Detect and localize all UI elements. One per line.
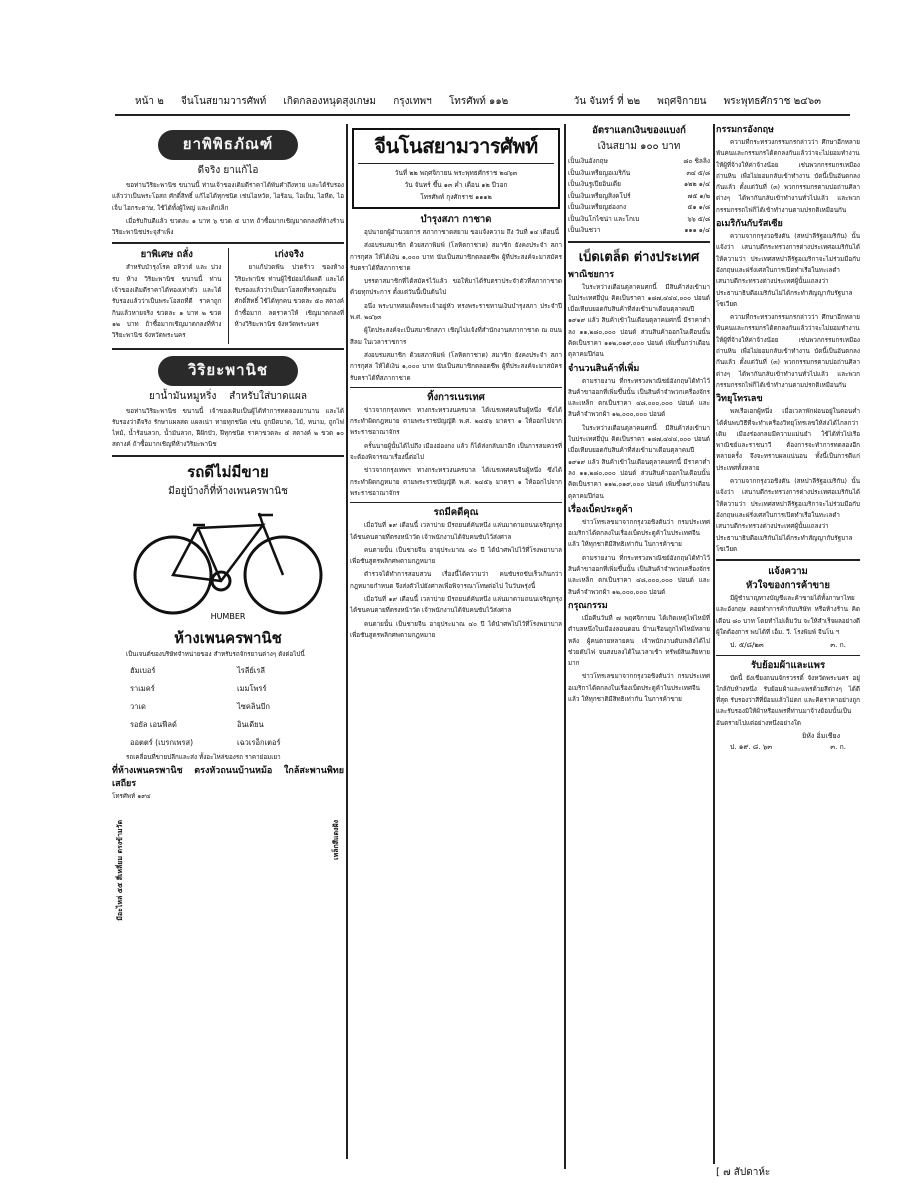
brand-item: ราเมคร์ — [130, 684, 155, 694]
divider — [358, 163, 554, 164]
article-body: อนึ่ง พระบาทสมเด็จพระเจ้าอยู่หัว ทรงพระราชทานเงินบำรุงสภา ประจำปี พ.ศ. ๒๔๖๓ — [350, 302, 562, 322]
article-body: ข่าวจากกรุงเทพฯ ทางกระทรวงนครบาล ได้เนรเทศคนจีนผู้หนึ่ง ซึ่งได้กระทำผิดกฎหมาย ตามพระราชบัญญัติ พ.ศ. ๒๔๕๖ มาตรา ๑ ให้ออกไปจากพระราชอาณาจักร — [350, 467, 562, 497]
rate-row — [568, 168, 710, 180]
ad-right — [235, 248, 345, 343]
masthead-date: วันที่ ๒๒ พฤศจิกายน พระพุทธศักราช ๒๔๖๓ — [394, 169, 518, 177]
divider — [228, 248, 229, 343]
signature: ยิหัง อิ่มเชียง — [802, 732, 840, 741]
article-body: ครั้นนายผู้นั้นได้ไปถึง เมืองฮ่องกง แล้ว ก็ได้ส่งกลับมาอีก เป็นการสมควรที่จะต้องพิจารณาเรื่องนี้ต่อไป — [350, 442, 562, 462]
rate-label: เป็นเงินรูเปียอินเดีย — [568, 180, 621, 188]
issue-month: พฤศจิกายน — [657, 96, 707, 107]
brand-item: อินเดียน — [237, 720, 264, 730]
issue-day: วัน จันทร์ ที่ ๒๒ — [573, 96, 641, 107]
article-body: พลเรือเอกผู้หนึ่ง เมื่อเวลาพักผ่อนอยู่ในตอนค่ำ ได้ค้นพบวิธีที่จะทำเครื่องวิทยุโทรเลขให้ส่งได้ไกลกว่าเดิม เมืองร่องกลมมีความแม่นยำ ใช้ได้ทั่วไปเรือพาณิชย์และราชนาวี ต้องการจะทำการทดลองอีกหลายครั้ง จึงจะทราบผลแน่นอน ทั้งนี้เป็นการดีแก่ประเทศทั้งหลาย — [716, 408, 860, 472]
shop-name: ห้างเพนครพานิช — [174, 628, 282, 647]
ad-pair — [112, 248, 344, 343]
rate-label: เป็นเงินเหรียญฮ่องกง — [568, 203, 627, 211]
article-body: ความที่กระทรวงกรรมกรกล่าวว่า ศึกษาอีกหลายพันคนและกรรมกรได้ตกลงกันแล้วว่าจะไม่ยอมทำงาน ให้ผู้ที่จ้างให้ค่าจ้างน้อย เช่นพวกกรรมกรเหมืองถ่านหิน เพื่อไม่ยอมกลับเข้าทำงาน บัดนี้เป็นอันตกลงกันแล้ว ตั้งแต่วันที่ (๓) พวกกรรมกรตามบ่อถ่านศิลาต่างๆ ได้พากันกลับเข้าทำงานทั่วไปแล้ว และพวกกรรมกรรถไฟก็ได้เข้าทำงานตามปรกติเหมือนกัน — [716, 314, 860, 389]
rate-row — [568, 179, 710, 191]
notice-title: แจ้งความ — [768, 566, 808, 578]
rate-label: เป็นเงินเหรียญสิงคโปร์ — [568, 191, 631, 200]
rate-row — [568, 202, 710, 214]
bike-brand-list — [112, 662, 344, 752]
article-body: ข่าวโทรเลขมาจากกรุงวอชิงตันว่า กรมประเทศอเมริกาได้ตกลงในเรื่องเบ็ดประตูค้าในประเทศจีนแล้ว ให้ทุกชาติมีสิทธิเท่ากัน ในการค้าขาย — [568, 673, 710, 703]
notice-subtitle: หัวใจของการค้าขาย — [746, 580, 830, 592]
article-body: ตามรายงาน ที่กระทรวงพาณิชย์อังกฤษได้ทำไว้ สินค้าขาออกที่เพิ่มขึ้นนั้น เป็นสินค้าจำพวกเครื่องจักร และเหล็ก ตกเป็นราคา ๔๘,๐๐๐,๐๐๐ ปอนด์ และสินค้าจำพวกผ้า ๑๒,๐๐๐,๐๐๐ ปอนด์ — [568, 377, 710, 419]
city: กรุงเทพฯ — [393, 96, 432, 107]
ad-title: เก่งจริง — [274, 249, 304, 261]
article-body: เมื่อวันที่ ๑๙ เดือนนี้ เวลาบ่าย มีรถยนต์คันหนึ่ง แล่นมาตามถนนเจริญกรุง ได้ชนคนตายที่ตรงหน้าวัด เจ้าพนักงานได้จับคนขับไว้ส่งศาล — [350, 522, 562, 541]
notice-title: รับย้อมผ้าและแพร — [750, 659, 826, 671]
article-body: ผู้ใดประสงค์จะเป็นสมาชิกสภา เชิญไปแจ้งที่สำนักงานสภากาชาด ณ ถนนสีลม ในเวลาราชการ — [350, 327, 562, 346]
ad-body: สำหรับบำรุงโรค อหิวาต์ และ บ่วงรบ ห้าง วิริยะพานิช ขนานนี้ ท่านเจ้าของเดิมดีราคาได้ทองเท่าตัว และได้รับรองแล้วว่าเป็นพระโอสถที่ดี ราคาถูก กินแล้วหายจริง ขวดละ ๑ บาท ๒ ขวด ๑๒ บาท ถ้าซื้อมากเชิญมาตกลงที่ห้างวิริยะพานิช จังหวัดพระนคร — [112, 264, 222, 340]
shop-intro: เป็นเจนต์ของบริษัทจำหน่ายของ สำหรับรถจักรยานต่างๆ ดังต่อไปนี้ — [126, 650, 305, 658]
running-head — [135, 94, 835, 110]
phone: โทรศัพท์ ๑๑๒ — [448, 96, 509, 107]
ad-body: ขอท่านวิริยะพานิช ขนานนี้ เจ้าของเดิมเป็นผู้ได้ทำการทดลองมานาน และได้รับรองว่าดีจริง รักษาแผลสด แผลเน่า ทายทุกชนิด เช่น ถูกมีดบาด, ไม้, หนาม, ถูกไฟไหม้, น้ำร้อนลวก, น้ำมันลวก, ฝีฝักบัว, ฝีทุกชนิด ราคาขวดละ ๕ สตางค์ ๒ ขวด ๑๐ สตางค์ ถ้าซื้อมากเชิญที่ห้างวิริยะพานิช — [112, 407, 344, 449]
date-right: ๓. ก. — [830, 641, 846, 650]
divider — [350, 387, 562, 388]
rate-label: เป็นเงินชวา — [568, 226, 601, 234]
rate-label: เป็นเงินอังกฤษ — [568, 157, 608, 165]
article-body: ตามรายงาน ที่กระทรวงพาณิชย์อังกฤษได้ทำไว้ สินค้าขาออกที่เพิ่มขึ้นนั้น เป็นสินค้าจำพวกเครื่องจักร และเหล็ก ตกเป็นราคา ๔๘,๐๐๐,๐๐๐ ปอนด์ และสินค้าจำพวกผ้า ๑๒,๐๐๐,๐๐๐ ปอนด์ — [568, 554, 710, 596]
rate-row — [568, 191, 710, 203]
brand-item: ออตตร์ (เบรกเพรส) — [130, 738, 194, 748]
bike-ad-headline: รถดีไม่มีขาย — [187, 462, 269, 481]
article-title: จำนวนสินค้าที่เพิ่ม — [568, 363, 640, 374]
divider — [112, 348, 344, 350]
svg-text:HUMBER: HUMBER — [210, 611, 246, 621]
rate-value: ๗๕ ๑/๒ — [687, 191, 710, 200]
rate-value: ๓๔ ๕/๘ — [686, 168, 710, 177]
rate-value: ๑๑๑ ๑/๔ — [684, 226, 710, 234]
article-title: เรื่องเบ็ดประตูค้า — [568, 504, 633, 515]
subtitle-right: สำหรับใส่บาดแผล — [229, 390, 307, 402]
rate-value: ๑๒๒ ๑/๔ — [684, 180, 710, 188]
subtitle-left: ยาน้ำมันหมูหริ่ง — [148, 390, 217, 402]
article-body: คนตายนั้น เป็นชายจีน อายุประมาณ ๔๐ ปี ได้นำศพไปไว้ที่โรงพยาบาล เพื่อชันสูตรพลิกศพตามกฎหมาย — [350, 546, 562, 566]
ad-subtitle — [112, 390, 344, 404]
article-body: ความจากกรุงวอชิงตัน (สหปาลีรัฐอเมริกัน) นั้นแจ้งว่า เสนาบดีกระทรวงการต่างประเทศอเมริกันได้ให้ความว่า ประเทศสหปาลีรัฐอเมริกาจะไม่ร่วมมือกับอังกฤษและฝรั่งเศสในการเปิดทำเรือในทะเลดำ เสนาบดีกระทรวงต่างประเทศผู้นั้นแถลงว่า ประธานาธิบดีอเมริกันไม่ได้กระทำสัญญากับรัฐบาลโซเวียต — [716, 478, 860, 553]
rate-row — [568, 225, 710, 237]
foreign-news-title: เบ็ดเตล็ด ต่างประเทศ — [578, 249, 700, 265]
article-title: กรรมกรอังกฤษ — [716, 125, 774, 135]
rate-label: เป็นเงินเหรียญอเมริกัน — [568, 168, 631, 177]
divider — [350, 502, 562, 503]
ad-banner: วิริยะพานิช — [158, 356, 298, 386]
article-body: ตำรวจได้ทำการสอบสวน เรื่องนี้ได้ความว่า คนขับรถขับเร็วเกินกว่ากฎหมายกำหนด จึงส่งตัวไปยังศาลเพื่อพิจารณาโทษต่อไป ในวันพรุ่งนี้ — [350, 571, 562, 590]
article-body: เมื่อคืนวันที่ ๗ พฤศจิกายน ได้เกิดเหตุไฟไหม้ที่ตำบลหนึ่งในเมืองลอนดอน บ้านเรือนถูกไฟไหม้หลายหลัง ผู้คนตายหลายคน เจ้าพนักงานดับเพลิงได้ไปช่วยดับไฟ จนสงบลงได้ในเวลาเช้า ทรัพย์สินเสียหายมาก — [568, 614, 710, 668]
exchange-rates-subtitle: เงินสยาม ๑๐๐ บาท — [597, 141, 681, 152]
divider — [112, 242, 344, 244]
article-body: ความจากกรุงวอชิงตัน (สหปาลีรัฐอเมริกัน) นั้นแจ้งว่า เสนาบดีกระทรวงการต่างประเทศอเมริกันได้ให้ความว่า ประเทศสหปาลีรัฐอเมริกาจะไม่ร่วมมือกับอังกฤษและฝรั่งเศสในการเปิดทำเรือในทะเลดำ เสนาบดีกระทรวงต่างประเทศผู้นั้นแถลงว่า ประธานาธิบดีอเมริกันไม่ได้กระทำสัญญากับรัฐบาลโซเวียต — [716, 233, 860, 308]
ad-left — [112, 248, 222, 343]
issue-year: พระพุทธศักราช ๒๔๖๓ — [723, 96, 821, 107]
divider — [716, 655, 860, 656]
notice-body: บัดนี้ ยังเชี่ยงถนนจักรวรรดิ์ จังหวัดพระนคร อยู่ใกล้กับห้างหนึ่ง รับย้อมผ้าและแพรด้วยสีต่างๆ ได้ดีที่สุด รับรองว่าสีที่ย้อมแล้วไม่ตก และคิดราคาอย่างถูก และรับรองมิให้ผ้าหรือแพรที่ท่านมาจ้างย้อมนั้นเป็นอันตรายไปแต่อย่างหนึ่งอย่างใด — [716, 674, 860, 727]
column-1 — [112, 124, 344, 803]
article-body: ข่าวจากกรุงเทพฯ ทางกระทรวงนครบาล ได้เนรเทศคนจีนผู้หนึ่ง ซึ่งได้กระทำผิดกฎหมาย ตามพระราชบัญญัติ พ.ศ. ๒๔๕๖ มาตรา ๑ ให้ออกไปจากพระราชอาณาจักร — [350, 406, 562, 437]
article-title: บำรุงสภา กาชาด — [420, 214, 492, 225]
article-title: อเมริกันกับรัสเซีย — [716, 219, 783, 230]
article-body: ส่งอบรมสมาชิก ด้วยสภาพิมพ์ (โลหิตกาชาด) สมาชิก ยังคงประจำ สภาการกุศล ให้ได้เงิน ๑,๐๐๐ บาท นับเป็นสมาชิกตลอดชีพ ผู้ที่ประสงค์จะมาสมัครรับตราได้ที่สภากาชาด — [350, 351, 562, 382]
exchange-rates-title: อัตราแลกเงินของแบงก์ — [592, 125, 686, 136]
article-body: บรรดาสมาชิกที่ได้สมัครไว้แล้ว ขอให้มาได้รับตราประจำตัวที่สภากาชาด ด้วยทุกประการ ตั้งแต่วันนี้เป็นต้นไป — [350, 278, 562, 297]
ad-subtitle: ดีจริง ยาแก้ไอ — [197, 165, 259, 176]
column-divider — [713, 124, 715, 1164]
column-4 — [716, 124, 860, 754]
rate-value: ๘๐ ชิลลิง — [683, 157, 710, 165]
article-body: ในระหว่างเดือนตุลาคมศกนี้ มีสินค้าส่งเข้ามาในประเทศยี่ปุ่น คิดเป็นราคา ๑๘๗,๔๔๔,๐๐๐ ปอนด์ เมื่อเทียบยอดกับสินค้าที่ส่งเข้ามาเดือนตุลาคมปี ๑๙๑๙ แล้ว สินค้าเข้าในเดือนตุลาคมศกนี้ มีราคาต่ำลง ๑๑,๒๘๐,๐๐๐ ปอนด์ ส่วนสินค้าออกในเดือนนั้น คิดเป็นราคา ๑๑๒,๐๑๙,๐๐๐ ปอนด์ เพิ่มขึ้นกว่าเดือนตุลาคมปีก่อน — [568, 283, 710, 359]
column-2 — [350, 124, 562, 643]
masthead — [352, 128, 560, 209]
article-title: ทิ้งการเนรเทศ — [427, 391, 485, 403]
continuation-footer: [ ๗ สัปดาห์ะ — [716, 1167, 771, 1178]
publisher: เกิดกลองหนุดสุงเกษม — [283, 96, 377, 107]
article-body: ข่าวโทรเลขมาจากกรุงวอชิงตันว่า กรมประเทศอเมริกาได้ตกลงในเรื่องเบ็ดประตูค้าในประเทศจีนแล้ว ให้ทุกชาติมีสิทธิเท่ากัน ในการค้าขาย — [568, 518, 710, 549]
masthead-title: จีนโนสยามวารศัพท์ — [374, 134, 538, 158]
shop-phone: โทรศัพท์ ๑๙๔ — [112, 793, 151, 801]
ad-title: ยาพิเศษ ถลั่ง — [140, 249, 193, 261]
signature-date — [716, 742, 860, 753]
divider — [716, 559, 860, 561]
brand-item: ไซคลินบีก — [237, 702, 270, 712]
shop-note: รถเคลื่อนที่ขายปลีกและส่ง ทั้งอะไหล่ของรถ ราคาย่อมเยา — [126, 754, 281, 762]
article-title: กรุณกรรม — [568, 600, 608, 611]
exchange-rates-table — [568, 156, 710, 237]
header-rule — [115, 114, 850, 116]
page-number: หน้า ๒ — [135, 96, 164, 107]
masthead-lunar-date: วัน จันทร์ ขึ้น ๑๓ ค่ำ เดือน ๑๒ ปีวอก — [404, 181, 508, 189]
masthead-phone: โทรศัพท์ กุงศักราช ๑๑๑๒ — [420, 193, 492, 201]
divider — [112, 455, 344, 457]
brand-item: เมมโพรร์ — [237, 684, 267, 694]
article-lead: อุปนายกผู้อำนวยการ สภากาชาดสยาม ขอแจ้งความ ถึง วันที่ ๑๔ เดือนนี้ — [364, 229, 560, 236]
rate-value: ๖๖ ๕/๘ — [687, 214, 710, 223]
column-divider — [346, 124, 348, 1159]
paper-name: จีนโนสยามวารศัพท์ — [181, 96, 267, 107]
article-body: เมื่อวันที่ ๑๙ เดือนนี้ เวลาบ่าย มีรถยนต์คันหนึ่ง แล่นมาตามถนนเจริญกรุง ได้ชนคนตายที่ตรงหน้าวัด เจ้าพนักงานได้จับคนขับไว้ส่งศาล — [350, 596, 562, 615]
brand-item: รอยัล เอนฟีลด์ — [130, 720, 177, 730]
date-left: ป. ๕/๘/๒๓ — [730, 641, 764, 650]
bike-ad-side-text-left: มีอะไหล่ ๕๕ สี่เหลี่ยม ตรงข้ามวัด — [116, 820, 124, 921]
date-right: ๓. ก. — [830, 743, 846, 752]
article-body: ความที่กระทรวงกรรมกรกล่าวว่า ศึกษาอีกหลายพันคนและกรรมกรได้ตกลงกันแล้วว่าจะไม่ยอมทำงาน ให้ผู้ที่จ้างให้ค่าจ้างน้อย เช่นพวกกรรมกรเหมืองถ่านหิน เพื่อไม่ยอมกลับเข้าทำงาน บัดนี้เป็นอันตกลงกันแล้ว ตั้งแต่วันที่ (๓) พวกกรรมกรตามบ่อถ่านศิลาต่างๆ ได้พากันกลับเข้าทำงานทั่วไปแล้ว และพวกกรรมกรรถไฟก็ได้เข้าทำงานตามปรกติเหมือนกัน — [716, 139, 860, 214]
rate-value: ๕๑ ๑/๘ — [687, 203, 710, 211]
brand-item: วาเด — [130, 702, 146, 712]
article-title: วิทยุโทรเลข — [716, 394, 763, 405]
shop-address: ที่ห้างเพนครพานิช ตรงหัวถนนบ้านหม้อ ใกล้สะพานพิทยเสถียร — [112, 766, 344, 790]
date-left: ป. ๑๙. ๘. ๖๓ — [730, 743, 772, 752]
bike-ad-subline: มีอยู่บ้างก็ที่ห้างเพนครพานิช — [168, 485, 288, 497]
ad-body: ขอท่านวิริยะพานิช ขนานนี้ ท่านเจ้าของเดิมดีราคาได้พันคำถึงหาย และได้รับรองแล้วว่าเป็นพระโอสถ ศักดิ์สิทธิ์ แก้ไอได้ทุกชนิด เช่นไอหวัด, ไอร้อน, ไอเย็น, ไอหืด, ไอเจ็บ ไอกระดาษ, ใช้ได้ทั้งผู้ใหญ่ และเด็กเล็ก — [112, 182, 344, 212]
article-body: ในระหว่างเดือนตุลาคมศกนี้ มีสินค้าส่งเข้ามาในประเทศยี่ปุ่น คิดเป็นราคา ๑๘๗,๔๔๔,๐๐๐ ปอนด์ เมื่อเทียบยอดกับสินค้าที่ส่งเข้ามาเดือนตุลาคมปี ๑๙๑๙ แล้ว สินค้าเข้าในเดือนตุลาคมศกนี้ มีราคาต่ำลง ๑๑,๒๘๐,๐๐๐ ปอนด์ ส่วนสินค้าออกในเดือนนั้น คิดเป็นราคา ๑๑๒,๐๑๙,๐๐๐ ปอนด์ เพิ่มขึ้นกว่าเดือนตุลาคมปีก่อน — [568, 424, 710, 500]
ad-body: ยาแก้ปวดฟัน ปวดร้าว ของห้างวิริยะพานิช ท่านผู้ใช้ย่อมได้ผลดี และได้รับรองแล้วว่าเป็นยาโอสถที่ทรงคุณอันศักดิ์สิทธิ์ ใช้ได้ทุกคน ขวดละ ๕๐ สตางค์ ถ้าซื้อมาก ลดราคาให้ เชิญมาตกลงที่ห้างวิริยะพานิช จังหวัดพระนคร — [234, 264, 344, 328]
rate-row — [568, 214, 710, 226]
article-title: รถมีคดีคุณ — [433, 507, 479, 519]
brand-item: ฮัมเบอร์ — [130, 666, 156, 676]
notice-body: มีผู้ชำนาญทางบัญชีและค้าขายได้ทั้งภาษาไทย และอังกฤษ คอยทำการค้ากับบริษัท หรือห้างร้าน คิดเดือน ๘๐ บาท โดยทำไม่เต็มวัน จะให้สำเร็จผลอย่างดี ผู้ใดต้องการ พบได้ที่ เอ็ม. วี. โรงพิมพ์ จีนโน ฯ — [716, 595, 860, 636]
brand-item: เฉวเรอ็กเตอร์ — [237, 738, 281, 748]
rate-label: เป็นเงินโกไซน่า และโกเบ — [568, 214, 640, 223]
article-title: พาณิชยการ — [568, 269, 615, 280]
brand-item: ไรลีย์เรลี — [237, 666, 265, 676]
running-head-right — [574, 94, 835, 110]
column-divider — [564, 124, 566, 1169]
running-head-left — [135, 94, 522, 110]
bicycle-illustration — [123, 503, 333, 623]
ad-banner: ยาพิพิธภัณฑ์ — [158, 130, 298, 160]
article-body: ส่งอบรมสมาชิก ด้วยสภาพิมพ์ (โลหิตกาชาด) สมาชิก ยังคงประจำ สภาการกุศล ให้ได้เงิน ๑,๐๐๐ บาท นับเป็นสมาชิกตลอดชีพ ผู้ที่ประสงค์จะมาสมัครรับตราได้ที่สภากาชาด — [350, 242, 562, 272]
rate-row — [568, 156, 710, 168]
bike-ad-side-text-right: เหล็กสีแดงฝัง — [332, 820, 340, 860]
article-body: คนตายนั้น เป็นชายจีน อายุประมาณ ๔๐ ปี ได้นำศพไปไว้ที่โรงพยาบาล เพื่อชันสูตรพลิกศพตามกฎหมาย — [350, 620, 562, 639]
column-3 — [568, 124, 710, 707]
ad-body: เมื่อรับกินดีแล้ว ขวดละ ๑ บาท ๖ ขวด ๕ บาท ถ้าซื้อมากเชิญมาตกลงที่ห้างร้าน วิริยะพานิชประจุสำเพ็ง — [112, 217, 344, 237]
notice-date — [716, 640, 860, 651]
divider — [568, 241, 710, 243]
